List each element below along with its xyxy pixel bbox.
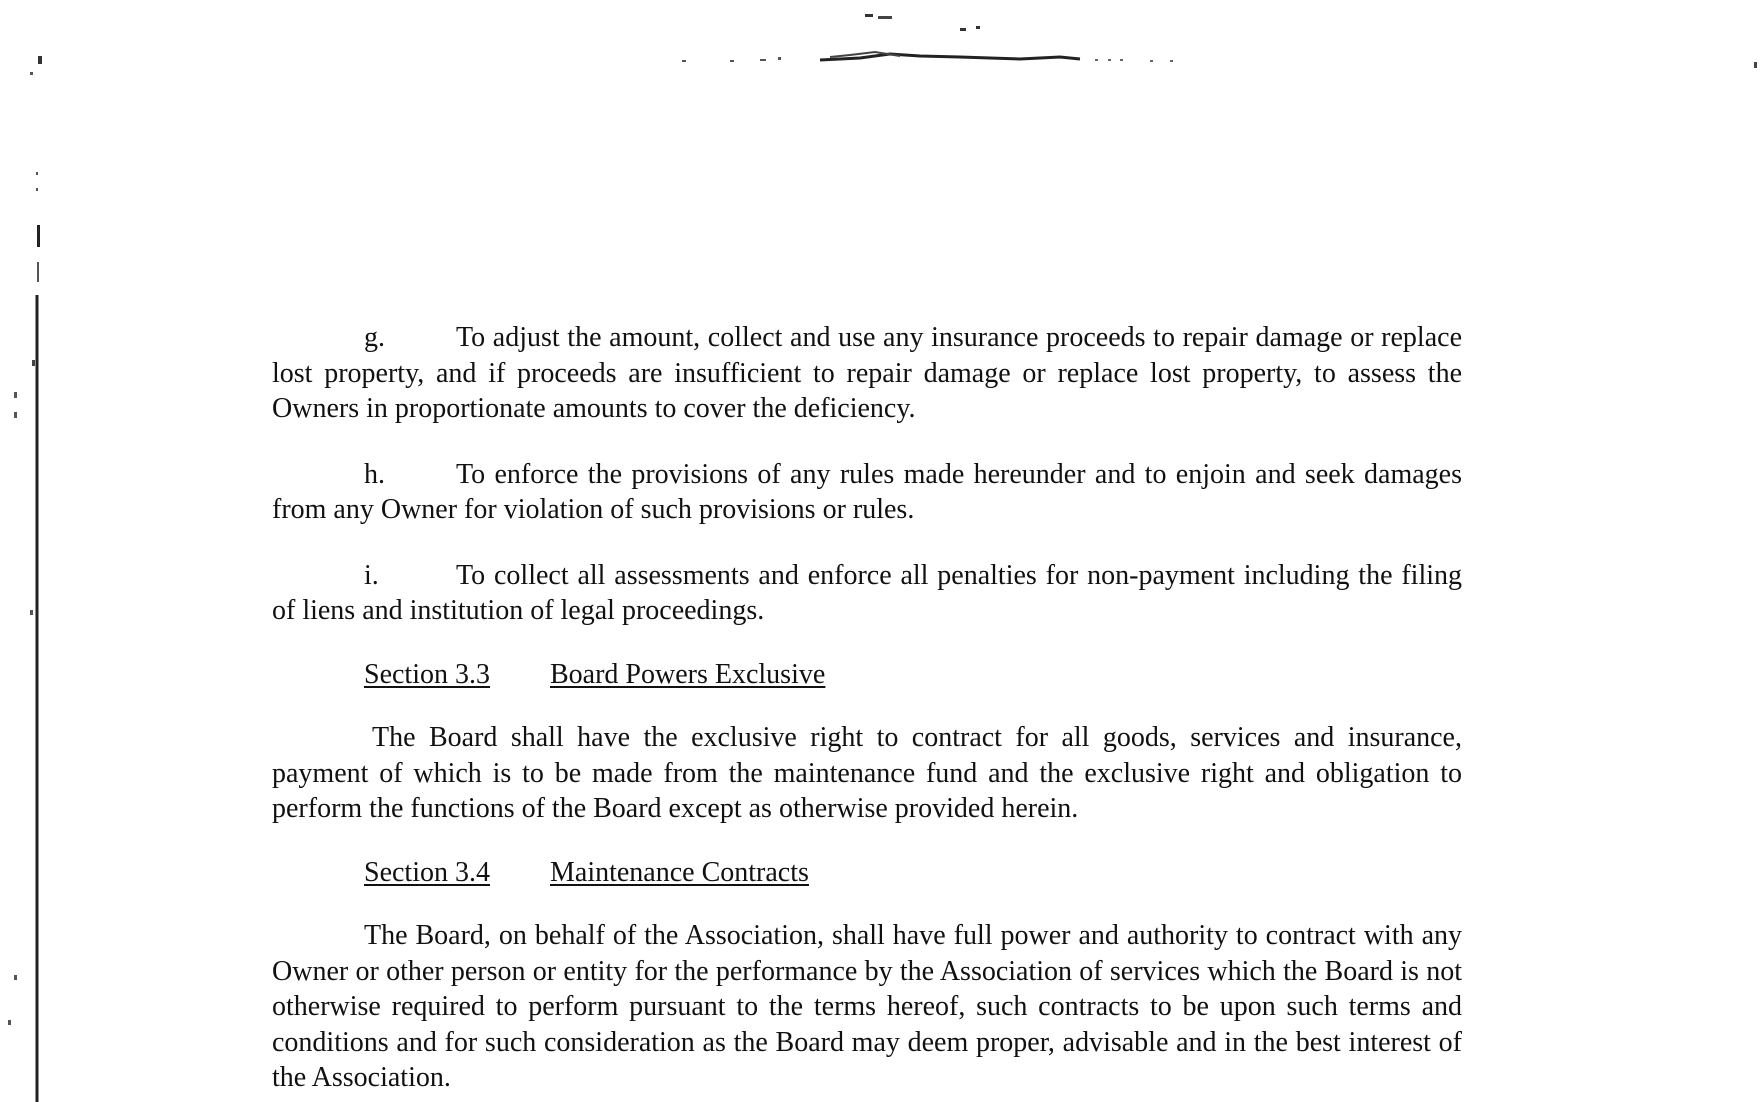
section-number-3-3: Section 3.3 (364, 658, 490, 690)
scan-artifact-left-edge (0, 0, 60, 1102)
section-heading-3-3 (364, 657, 1462, 693)
section-heading-3-4 (364, 855, 1462, 891)
list-item-h (272, 457, 1462, 528)
item-text-g: To adjust the amount, collect and use any insurance proceeds to repair damage or replace lost property, and if proceeds are insufficient to repair damage or replace lost property, to assess the Owners in proportionate amounts to cover the deficiency. (272, 322, 1462, 424)
section-body-3-3: The Board shall have the exclusive right to contract for all goods, services and insurance, payment of which is to be made from the maintenance fund and the exclusive right and obligation to perform the functions of the Board except as otherwise provided herein. (272, 722, 1462, 824)
section-title-3-3: Board Powers Exclusive (550, 658, 826, 690)
item-label-g: g. (364, 322, 385, 353)
document-body (272, 320, 1462, 1096)
item-label-h: h. (364, 458, 385, 490)
section-number-3-4: Section 3.4 (364, 856, 490, 888)
item-text-i: To collect all assessments and enforce all penalties for non-payment including the filing of liens and institution of legal proceedings. (272, 559, 1462, 626)
section-body-3-4: The Board, on behalf of the Association, shall have full power and authority to contract with any Owner or other person or entity for the performance by the Association of services which the Board is not otherwise required to perform pursuant to the terms hereof, such contracts to be upon such terms and conditions and for such consideration as the Board may deem proper, advisable and in the best interest of the Association. (272, 920, 1462, 1093)
item-text-h: To enforce the provisions of any rules made hereunder and to enjoin and seek damages from any Owner for violation of such provisions or rules. (272, 458, 1462, 525)
scan-artifact-right-edge (1748, 0, 1760, 1102)
section-title-3-4: Maintenance Contracts (550, 856, 809, 888)
list-item-i (272, 558, 1462, 629)
item-label-i: i. (364, 559, 379, 591)
list-item-g (272, 320, 1462, 427)
scan-artifact-header (660, 10, 1220, 70)
